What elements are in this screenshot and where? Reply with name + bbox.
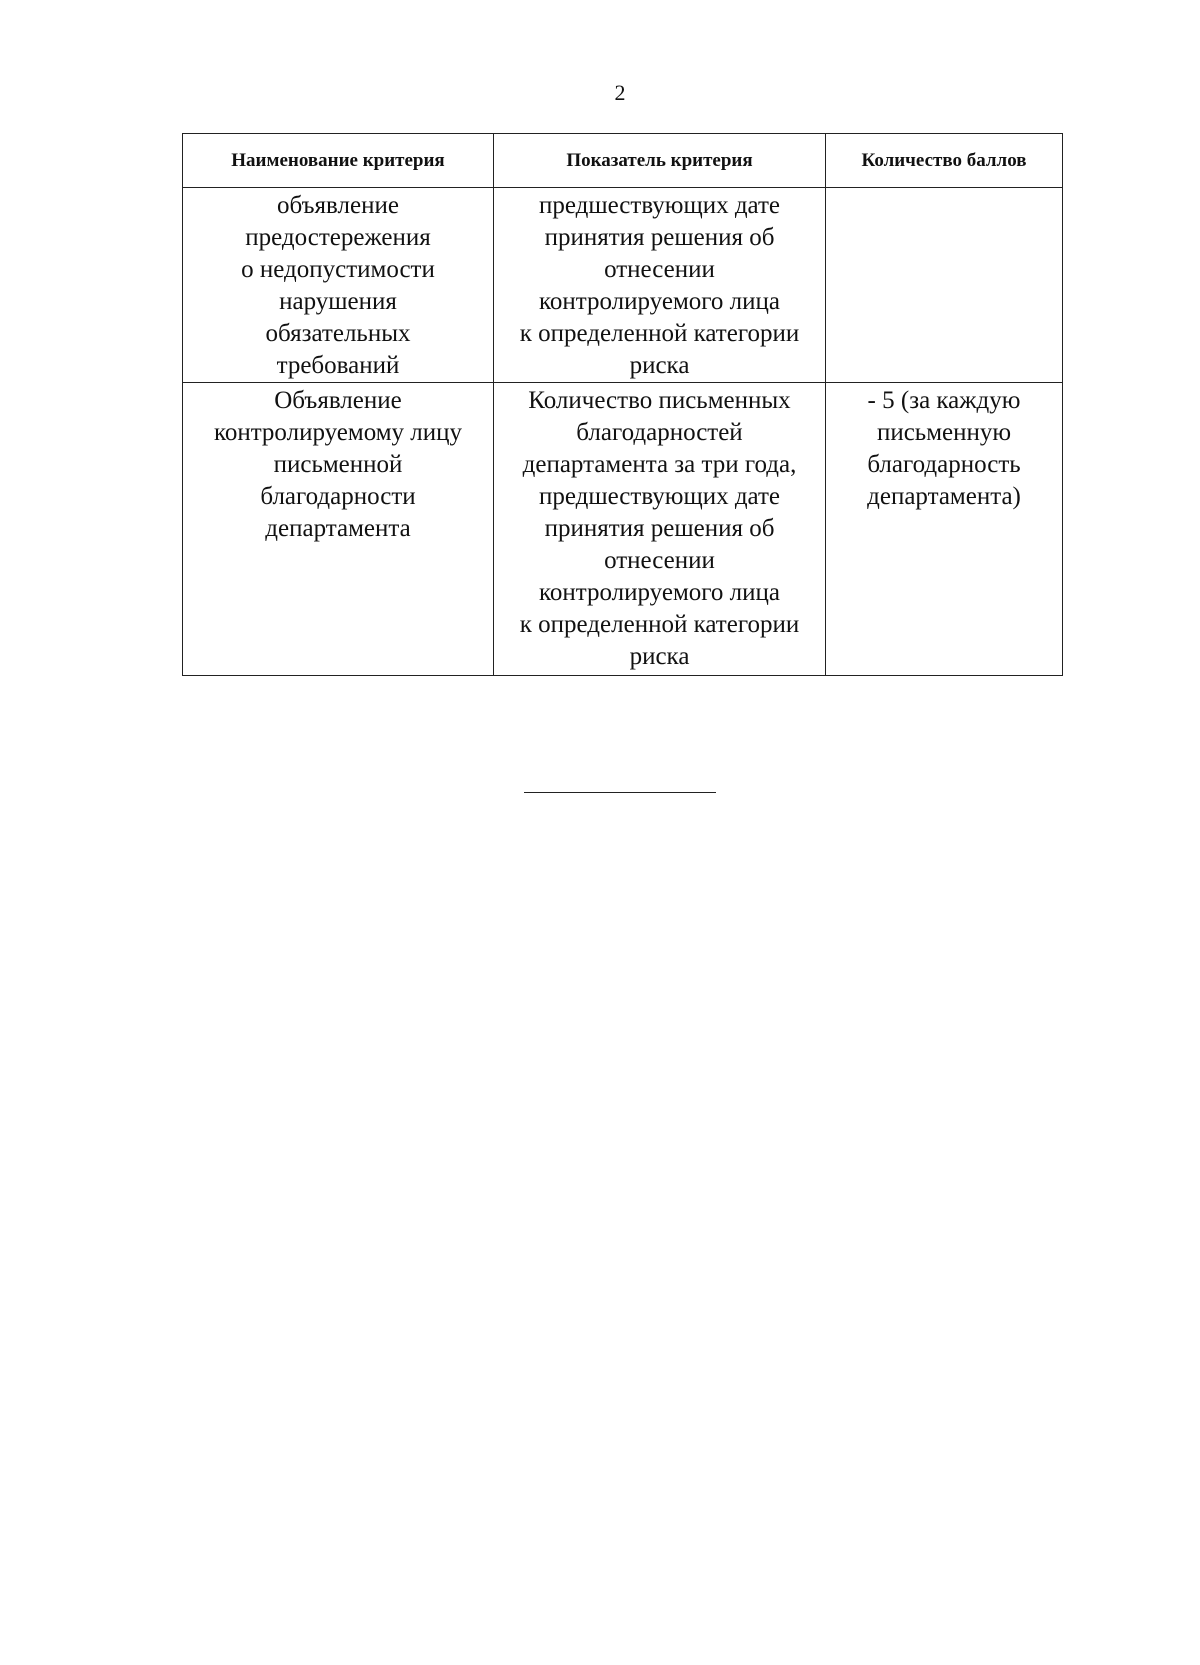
text-line: о недопустимости (241, 256, 435, 283)
text-line: контролируемого лица (539, 579, 780, 606)
text-line: благодарности (260, 483, 416, 510)
cell-criterion-indicator (494, 383, 826, 676)
text-line: благодарностей (576, 419, 743, 446)
text-line: отнесении (604, 547, 715, 574)
cell-criterion-name (183, 188, 494, 383)
text-line: принятия решения об (544, 515, 775, 542)
text-line: департамента (265, 515, 411, 542)
header-points: Количество баллов (826, 134, 1063, 188)
header-criterion-name: Наименование критерия (183, 134, 494, 188)
text-line: риска (629, 352, 690, 379)
text-line: требований (276, 352, 400, 379)
header-criterion-indicator: Показатель критерия (494, 134, 826, 188)
table-row (183, 188, 1063, 383)
text-line: объявление (277, 192, 399, 219)
cell-criterion-name (183, 383, 494, 676)
text-line: предостережения (245, 224, 431, 251)
text-line: к определенной категории (519, 611, 800, 638)
text-line: контролируемому лицу (213, 419, 463, 446)
text-line: предшествующих дате (538, 192, 781, 219)
text-line: нарушения (279, 288, 397, 315)
text-line: департамента) (867, 483, 1021, 510)
text-line: департамента за три года, (522, 451, 797, 478)
text-line: предшествующих дате (538, 483, 781, 510)
text-line: письменную (876, 419, 1012, 446)
end-of-document-rule (524, 792, 716, 793)
text-line: к определенной категории (519, 320, 800, 347)
table-header-row (183, 134, 1063, 188)
criteria-table (182, 133, 1063, 676)
page-number: 2 (614, 80, 626, 105)
text-line: принятия решения об (544, 224, 775, 251)
text-line: письменной (273, 451, 403, 478)
table-row (183, 383, 1063, 676)
cell-criterion-indicator (494, 188, 826, 383)
text-line: благодарность (867, 451, 1021, 478)
cell-points (826, 383, 1063, 676)
text-line: обязательных (265, 320, 411, 347)
text-line: Количество письменных (528, 387, 791, 414)
cell-points (826, 188, 1063, 383)
text-line: контролируемого лица (539, 288, 780, 315)
text-line: - 5 (за каждую (867, 387, 1021, 414)
text-line: Объявление (274, 387, 402, 414)
text-line: отнесении (604, 256, 715, 283)
text-line: риска (629, 643, 690, 670)
